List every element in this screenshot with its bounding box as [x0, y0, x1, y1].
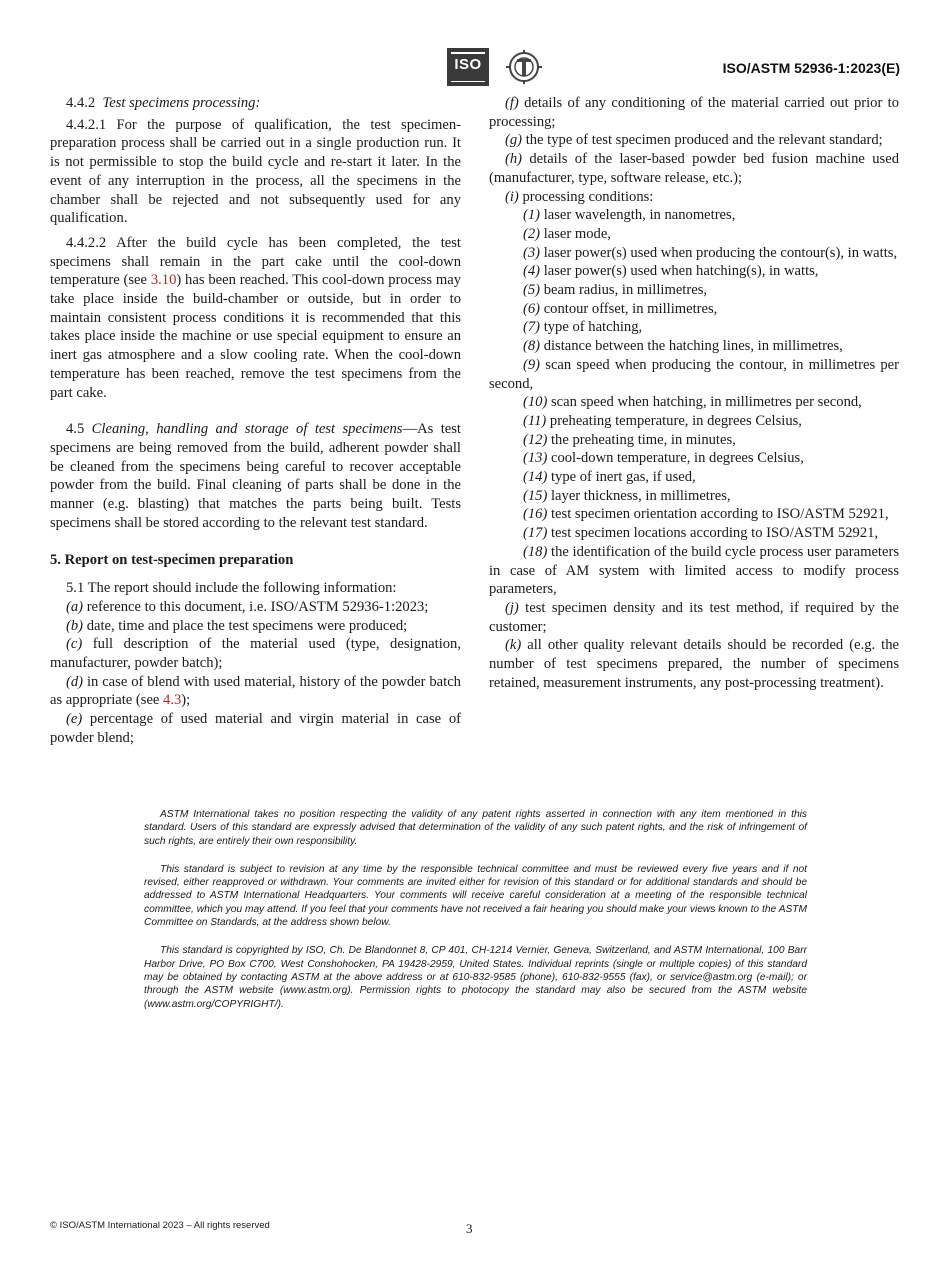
list-item-label: (14)	[523, 469, 548, 486]
list-item-text: beam radius, in millimetres,	[543, 282, 708, 299]
list-item-label: (3)	[523, 244, 541, 261]
list-item-text: );	[181, 692, 191, 709]
list-item-text: cool-down temperature, in degrees Celsius,	[550, 450, 804, 467]
list-item-text: laser power(s) used when hatching(s), in watts,	[543, 263, 819, 280]
list-item	[489, 468, 899, 487]
list-item	[489, 431, 899, 450]
list-item-label: (c)	[66, 636, 83, 653]
list-item	[489, 94, 899, 131]
list-item-label: (9)	[523, 356, 541, 373]
copyright-notice: This standard is copyrighted by ISO, Ch. De Blandonnet 8, CP 401, CH-1214 Vernier, Geneva, Switzerland, and ASTM International, 100 Barr Harbor Drive, PO Box C700, West Conshohocken, PA 19428-2959, United States. Individual reprints (single or multiple copies) of this standard may be obtained by contacting ASTM at the above address or at 610-832-9585 (phone), 610-832-9555 (fax), or service@astm.org (e-mail); or through the ASTM website (www.astm.org). Permission rights to photocopy the standard may also be secured from the ASTM website (www.astm.org/COPYRIGHT/).	[144, 945, 807, 1010]
clause-5-1: 5.1 The report should include the following information:	[66, 580, 397, 597]
list-item-label: (17)	[523, 525, 548, 542]
list-item	[489, 636, 899, 692]
clause-text: 4.4.2.2 After the build cycle has been completed, the test specimens shall remain in the part cake until the cool-down temperature (see	[50, 234, 461, 289]
section-heading: 5. Report on test-specimen preparation	[50, 552, 294, 569]
list-item-text: distance between the hatching lines, in millimetres,	[543, 338, 843, 355]
processing-conditions-list	[489, 206, 899, 599]
list-item	[489, 337, 899, 356]
revision-notice: This standard is subject to revision at any time by the responsible technical committee and must be reviewed every five years and if not revised, either reapproved or withdrawn. Your comments are invited either for revision of this standard or for additional standards and should be addressed to ASTM International Headquarters. Your comments will receive careful consideration at a meeting of the responsible technical committee, which you may attend. If you feel that your comments have not received a fair hearing you should make your views known to the ASTM Committee on Standards, at the address shown below.	[144, 863, 807, 929]
page-header	[0, 48, 950, 88]
list-item-label: (g)	[505, 132, 523, 149]
clause-4-4-2-2	[50, 234, 461, 402]
list-item-text: laser power(s) used when producing the contour(s), in watts,	[543, 244, 898, 261]
list-item	[489, 412, 899, 431]
clause-text: —As test specimens are being removed from the build, adherent powder shall be cleaned from the specimens being careful to recover acceptable powder from the build. Final cleaning of parts shall be done in the manner (e.g. blasting) that matches the parts being built. Tests specimens shall be stored according to the relevant test standard.	[50, 421, 461, 531]
cross-reference-link[interactable]: 4.3	[163, 692, 182, 709]
list-item-label: (i)	[505, 188, 519, 205]
list-item-text: preheating temperature, in degrees Celsius,	[549, 412, 802, 429]
list-item-label: (b)	[66, 617, 84, 634]
patent-notice: ASTM International takes no position respecting the validity of any patent rights asserted in connection with any item mentioned in this standard. Users of this standard are expressly advised that determination of the validity of any such patent rights, and the risk of infringement of such rights, are entirely their own responsibility.	[144, 809, 807, 847]
list-item-text: processing conditions:	[522, 188, 654, 205]
list-item-label: (12)	[523, 431, 548, 448]
list-item	[489, 281, 899, 300]
document-id: ISO/ASTM 52936-1:2023(E)	[722, 60, 900, 76]
list-item	[489, 131, 899, 150]
list-item-text: percentage of used material and virgin material in case of powder blend;	[50, 711, 461, 746]
list-item	[50, 710, 461, 747]
list-item-text: contour offset, in millimetres,	[543, 300, 718, 317]
list-item-label: (16)	[523, 506, 548, 523]
list-item-text: the type of test specimen produced and the relevant standard;	[525, 132, 883, 149]
clause-title: Cleaning, handling and storage of test specimens	[91, 421, 403, 438]
clause-number: 4.5	[66, 421, 85, 438]
clause-text: ) has been reached. This cool-down process may take place inside the build-chamber or outside, but in order to maintain consistent process conditions it is recommended that this takes place inside the machine or use special equipment to ensure an inert gas atmosphere and a slow cooling rate. When the cool-down temperature has been reached, remove the test specimens from the part cake.	[50, 272, 461, 401]
list-item-label: (13)	[523, 450, 548, 467]
list-item-text: type of inert gas, if used,	[550, 469, 696, 486]
list-item-label: (15)	[523, 487, 548, 504]
list-item-label: (6)	[523, 300, 541, 317]
clause-4-4-2-1: 4.4.2.1 For the purpose of qualification, the test specimen-preparation process shall be carried out in a single production run. It is not permissible to stop the build cycle and re-start it later. In the event of any interruption in the process, all the specimens in the chamber shall be rejected and not subsequently used for any qualification.	[50, 116, 461, 227]
report-list	[489, 94, 899, 206]
iso-logo	[447, 48, 489, 86]
astm-logo	[505, 50, 543, 84]
list-item	[489, 599, 899, 636]
list-item-label: (2)	[523, 225, 541, 242]
list-item-text: test specimen locations according to ISO/ASTM 52921,	[550, 525, 879, 542]
list-item-label: (1)	[523, 207, 541, 224]
list-item-text: laser wavelength, in nanometres,	[543, 207, 736, 224]
list-item-label: (j)	[505, 599, 519, 616]
clause-4-4-2	[50, 94, 461, 113]
list-item	[489, 356, 899, 393]
list-item	[489, 318, 899, 337]
page-number: 3	[466, 1221, 473, 1236]
list-item-text: in case of blend with used material, history of the powder batch as appropriate (see	[50, 673, 461, 709]
report-list	[50, 598, 461, 673]
list-item	[489, 449, 899, 468]
list-item	[489, 150, 899, 187]
clause-4-5	[50, 420, 461, 532]
list-item	[489, 543, 899, 599]
list-item-text: date, time and place the test specimens were produced;	[86, 617, 408, 634]
list-item	[50, 617, 461, 636]
list-item-label: (4)	[523, 263, 541, 280]
list-item-label: (k)	[505, 637, 522, 654]
list-item	[489, 300, 899, 319]
list-item-text: layer thickness, in millimetres,	[550, 487, 731, 504]
list-item-label: (10)	[523, 394, 548, 411]
list-item-text: test specimen orientation according to ISO/ASTM 52921,	[550, 506, 889, 523]
left-column	[50, 94, 461, 748]
list-item-text: all other quality relevant details should be recorded (e.g. the number of test specimens prepared, the number of specimens retained, measurement instruments, any post-processing treatment).	[489, 637, 899, 691]
list-item-text: laser mode,	[543, 225, 611, 242]
list-item-label: (5)	[523, 282, 541, 299]
list-item	[489, 225, 899, 244]
list-item	[489, 524, 899, 543]
list-item-label: (f)	[505, 95, 519, 111]
list-item-text: details of the laser-based powder bed fusion machine used (manufacturer, type, software release, etc.);	[489, 151, 899, 186]
list-item	[489, 393, 899, 412]
list-item	[489, 206, 899, 225]
clause-title: Test specimens processing:	[102, 95, 261, 111]
list-item-label: (8)	[523, 338, 541, 355]
list-item-text: details of any conditioning of the material carried out prior to processing;	[489, 95, 900, 130]
list-item-text: the preheating time, in minutes,	[550, 431, 736, 448]
footer-copyright: © ISO/ASTM International 2023 – All rights reserved	[50, 1220, 270, 1231]
clause-number: 4.4.2	[66, 95, 96, 111]
list-item-text: type of hatching,	[543, 319, 643, 336]
list-item-text: the identification of the build cycle process user parameters in case of AM system with limited access to modify process parameters,	[489, 543, 899, 598]
list-item-text: scan speed when hatching, in millimetres per second,	[550, 394, 862, 411]
list-item-text: test specimen density and its test method, if required by the customer;	[489, 599, 899, 635]
report-list	[489, 599, 899, 693]
list-item-label: (18)	[523, 543, 548, 560]
list-item	[489, 487, 899, 506]
list-item-label: (7)	[523, 319, 541, 336]
list-item-text: scan speed when producing the contour, in millimetres per second,	[489, 356, 899, 392]
list-item-label: (d)	[66, 673, 84, 690]
list-item-text: reference to this document, i.e. ISO/ASTM 52936-1:2023;	[86, 598, 429, 615]
iso-logo-text: ISO	[454, 56, 482, 73]
list-item	[489, 244, 899, 263]
list-item-label: (a)	[66, 598, 84, 615]
right-column	[489, 94, 899, 693]
list-item-label: (e)	[66, 711, 83, 728]
list-item-label: (11)	[523, 412, 547, 429]
list-item-label: (h)	[505, 151, 523, 168]
list-item	[489, 262, 899, 281]
list-item	[489, 188, 899, 207]
legal-notices	[144, 808, 807, 1026]
list-item-text: full description of the material used (type, designation, manufacturer, powder batch);	[50, 636, 461, 671]
list-item	[50, 673, 461, 710]
list-item	[489, 505, 899, 524]
cross-reference-link[interactable]: 3.10	[150, 272, 177, 289]
list-item	[50, 598, 461, 617]
list-item	[50, 635, 461, 672]
